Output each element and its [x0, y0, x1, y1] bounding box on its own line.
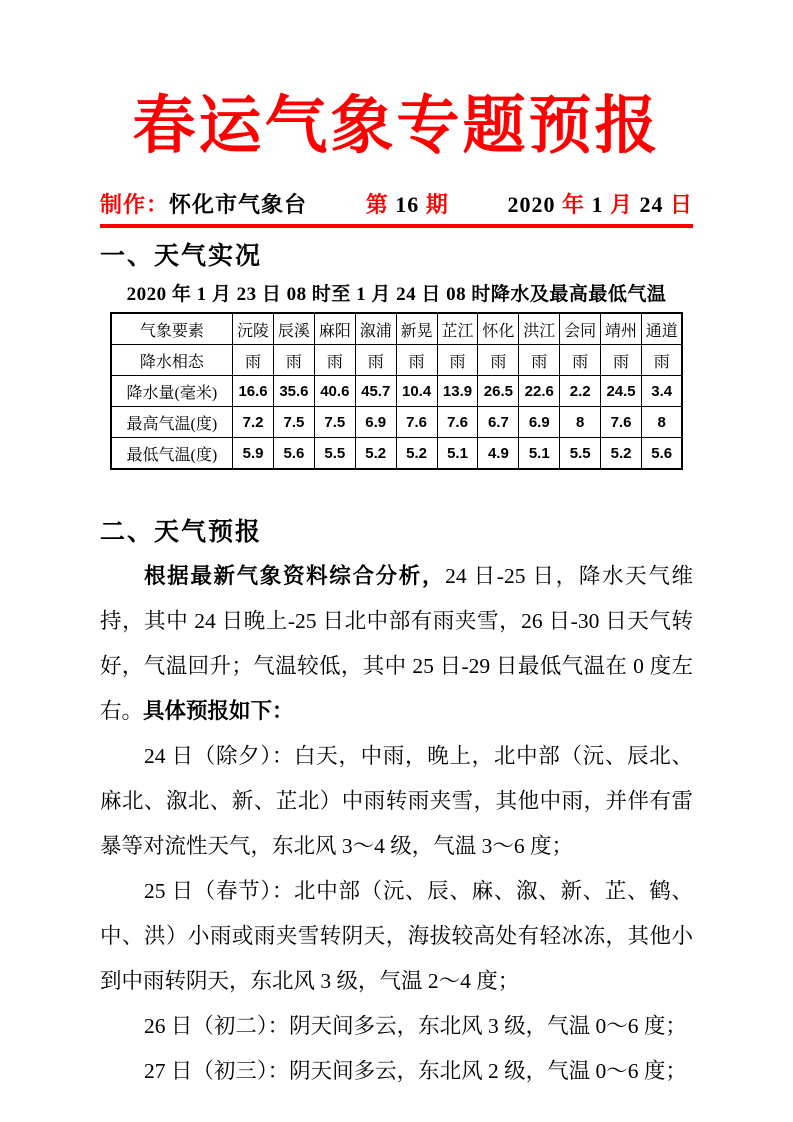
table-cell: 雨	[355, 345, 396, 376]
table-row-label: 最高气温(度)	[111, 407, 233, 438]
date-day-unit: 日	[669, 191, 693, 217]
table-cell: 7.6	[437, 407, 478, 438]
table-station-header: 沅陵	[233, 313, 274, 345]
table-cell: 5.2	[355, 438, 396, 470]
table-cell: 13.9	[437, 376, 478, 407]
table-cell: 5.5	[314, 438, 355, 470]
table-cell: 雨	[396, 345, 437, 376]
forecast-day-paragraph: 25 日（春节）：北中部（沅、辰、麻、溆、新、芷、鹤、中、洪）小雨或雨夹雪转阴天，海拔较高处有轻冰冻，其他小到中雨转阴天，东北风 3 级，气温 2～4 度；	[100, 878, 693, 993]
table-cell: 7.6	[601, 407, 642, 438]
document-title: 春运气象专题预报	[132, 91, 661, 161]
date-month: 1	[591, 191, 604, 217]
forecast-day-paragraph: 27 日（初三）：阴天间多云，东北风 2 级，气温 0～6 度；	[144, 1058, 687, 1083]
table-cell: 5.5	[560, 438, 601, 470]
table-cell: 雨	[233, 345, 274, 376]
producer-name: 怀化市气象台	[169, 191, 308, 217]
table-cell: 2.2	[560, 376, 601, 407]
table-cell: 8	[560, 407, 601, 438]
table-cell: 雨	[601, 345, 642, 376]
table-cell: 雨	[314, 345, 355, 376]
table-row-label: 降水相态	[111, 345, 233, 376]
table-station-header: 怀化	[478, 313, 519, 345]
weather-table-title: 2020 年 1 月 23 日 08 时至 1 月 24 日 08 时降水及最高最低气温	[126, 283, 667, 305]
table-station-header: 芷江	[437, 313, 478, 345]
table-header-row	[111, 313, 683, 345]
table-cell: 7.5	[314, 407, 355, 438]
table-cell: 16.6	[233, 376, 274, 407]
table-row-label: 降水量(毫米)	[111, 376, 233, 407]
table-cell: 6.9	[519, 407, 560, 438]
table-cell: 5.9	[233, 438, 274, 470]
table-cell: 雨	[478, 345, 519, 376]
issue-suffix: 期	[425, 191, 449, 217]
table-cell: 雨	[437, 345, 478, 376]
table-cell: 5.2	[601, 438, 642, 470]
issue-prefix: 第	[365, 191, 389, 217]
table-row-label: 最低气温(度)	[111, 438, 233, 470]
table-cell: 5.6	[642, 438, 683, 470]
table-station-header: 会同	[560, 313, 601, 345]
producer	[100, 192, 307, 218]
header-divider	[100, 224, 693, 228]
table-cell: 45.7	[355, 376, 396, 407]
table-station-header: 靖州	[601, 313, 642, 345]
table-cell: 雨	[273, 345, 314, 376]
weather-observation-table	[110, 312, 684, 470]
table-cell: 5.1	[519, 438, 560, 470]
date-month-unit: 月	[609, 191, 633, 217]
table-cell: 26.5	[478, 376, 519, 407]
table-cell: 22.6	[519, 376, 560, 407]
table-station-header: 新晃	[396, 313, 437, 345]
table-corner-header: 气象要素	[111, 313, 233, 345]
table-row	[111, 407, 683, 438]
date-year: 2020	[507, 191, 556, 217]
table-cell: 3.4	[642, 376, 683, 407]
issue-number	[366, 192, 449, 218]
section2-heading: 二、天气预报	[100, 518, 263, 547]
section1-heading: 一、天气实况	[100, 242, 263, 271]
table-cell: 8	[642, 407, 683, 438]
table-cell: 7.5	[273, 407, 314, 438]
table-cell: 雨	[642, 345, 683, 376]
table-row	[111, 345, 683, 376]
table-row	[111, 438, 683, 470]
producer-label: 制作：	[100, 191, 170, 217]
table-cell: 5.1	[437, 438, 478, 470]
table-station-header: 通道	[642, 313, 683, 345]
intro-lead-bold: 根据最新气象资料综合分析，	[144, 563, 446, 588]
forecast-day-paragraph: 26 日（初二）：阴天间多云，东北风 3 级，气温 0～6 度；	[144, 1013, 687, 1038]
meta-row	[100, 192, 693, 218]
table-cell: 7.6	[396, 407, 437, 438]
table-cell: 4.9	[478, 438, 519, 470]
date-year-unit: 年	[561, 191, 585, 217]
table-cell: 5.6	[273, 438, 314, 470]
table-station-header: 洪江	[519, 313, 560, 345]
table-cell: 24.5	[601, 376, 642, 407]
table-cell: 35.6	[273, 376, 314, 407]
table-cell: 雨	[560, 345, 601, 376]
intro-body-text: 24 日-25 日，降水天气维持，其中 24 日晚上-25 日北中部有雨夹雪，26 日-30 日天气转好，气温回升；气温较低，其中 25 日-29 日最低气温在 0 度左右。	[100, 563, 693, 723]
table-cell: 6.7	[478, 407, 519, 438]
issue-value: 16	[395, 191, 420, 217]
forecast-intro-paragraph	[100, 554, 693, 734]
table-cell: 7.2	[233, 407, 274, 438]
table-cell: 10.4	[396, 376, 437, 407]
table-cell: 40.6	[314, 376, 355, 407]
table-row	[111, 376, 683, 407]
table-station-header: 麻阳	[314, 313, 355, 345]
table-station-header: 辰溪	[273, 313, 314, 345]
date-day: 24	[639, 191, 664, 217]
intro-tail-bold: 具体预报如下：	[143, 698, 294, 723]
forecast-day-paragraph: 24 日（除夕）：白天，中雨，晚上，北中部（沅、辰北、麻北、溆北、新、芷北）中雨转雨夹雪，其他中雨，并伴有雷暴等对流性天气，东北风 3～4 级，气温 3～6 度；	[100, 743, 693, 858]
table-cell: 5.2	[396, 438, 437, 470]
table-cell: 6.9	[355, 407, 396, 438]
table-cell: 雨	[519, 345, 560, 376]
table-station-header: 溆浦	[355, 313, 396, 345]
issue-date	[507, 192, 693, 218]
